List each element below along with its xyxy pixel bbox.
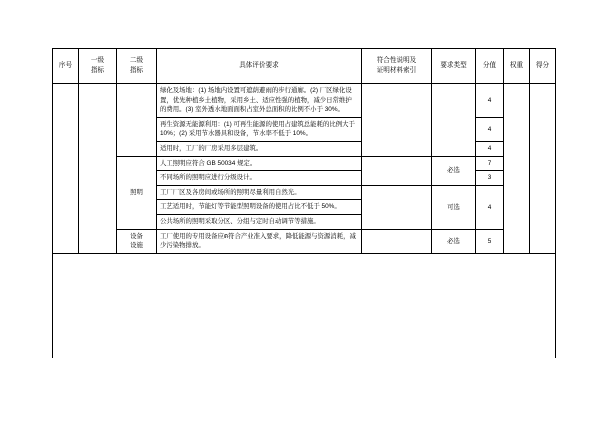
cell-requirement-type: 必选 [432, 229, 476, 253]
table-header [53, 49, 556, 84]
cell-description: 公共场所的照明采取分区、分组与定时自动调节等措施。 [157, 215, 362, 230]
header-level1 [79, 49, 117, 84]
header-seq: 序号 [53, 49, 79, 84]
cell-evidence[interactable] [362, 156, 432, 185]
cell-empty-space [53, 253, 556, 358]
cell-seq [53, 84, 79, 254]
cell-description: 工厂使用的专用设备应ต符合产业准入要求，降低能源与资源消耗，减少污染物排放。 [157, 229, 362, 253]
cell-requirement-type [432, 84, 476, 157]
cell-evidence[interactable] [362, 229, 432, 253]
table-row-filler [53, 253, 556, 358]
cell-score: 4 [476, 117, 504, 141]
cell-score: 3 [476, 171, 504, 186]
evaluation-table-container [52, 48, 549, 358]
header-description: 具体评价要求 [157, 49, 362, 84]
cell-evidence[interactable] [362, 185, 432, 229]
header-evidence-line2: 证明材料索引 [376, 67, 417, 74]
cell-requirement-type: 可选 [432, 185, 476, 229]
cell-weight[interactable] [504, 84, 530, 254]
cell-level2 [117, 84, 157, 157]
table-row [53, 229, 556, 253]
table-row [53, 156, 556, 171]
cell-description: 工厂厂区及各房间或场所的照明尽量利用自然光。 [157, 185, 362, 200]
header-level2 [117, 49, 157, 84]
cell-level1 [79, 84, 117, 254]
cell-description: 不同场所的照明应进行分级设计。 [157, 171, 362, 186]
table-body [53, 84, 556, 358]
cell-description: 绿化及场地：(1) 场地内设置可遮荫避雨的步行通廊。(2) 厂区绿化设置，优先种植乡土植物，采用乡土、适应性强的植物，减少日常维护的费用。(3) 室外透水地面面积占室外总面积的比例不小于 30%。 [157, 84, 362, 118]
cell-description: 人工照明应符合 GB 50034 规定。 [157, 156, 362, 171]
header-level2-line2: 指标 [129, 67, 144, 74]
table-header-row [53, 49, 556, 84]
cell-level2-line2: 设施 [130, 242, 143, 250]
cell-score: 4 [476, 142, 504, 157]
cell-requirement-type: 必选 [432, 156, 476, 185]
table-row [53, 84, 556, 118]
cell-evidence[interactable] [362, 84, 432, 157]
header-weight: 权重 [504, 49, 530, 84]
cell-description: 再生资源无能源利用：(1) 可再生能源的使用占建筑总能耗的比例大于 10%；(2) 采用节水器具和设备，节水率不低于 10%。 [157, 117, 362, 141]
cell-description: 工艺适用时，节能灯等节能型照明设备的使用占比不低于 50%。 [157, 200, 362, 215]
cell-level2 [117, 229, 157, 253]
cell-score: 4 [476, 84, 504, 118]
header-evidence [362, 49, 432, 84]
header-level1-line2: 指标 [90, 67, 105, 74]
header-score: 分值 [476, 49, 504, 84]
evaluation-table [52, 48, 556, 358]
cell-score: 7 [476, 156, 504, 171]
cell-level2: 照明 [117, 156, 157, 229]
cell-description: 适用时，工厂的厂房采用多层建筑。 [157, 142, 362, 157]
cell-score: 5 [476, 229, 504, 253]
header-level1-line1: 一级 [90, 57, 105, 65]
header-evidence-line1: 符合性说明及 [376, 57, 417, 65]
cell-total[interactable] [530, 84, 556, 254]
cell-score: 4 [476, 185, 504, 229]
header-requirement-type: 要求类型 [432, 49, 476, 84]
header-level2-line1: 二级 [129, 57, 144, 65]
cell-level2-line1: 设备 [130, 233, 143, 241]
header-total: 得分 [530, 49, 556, 84]
